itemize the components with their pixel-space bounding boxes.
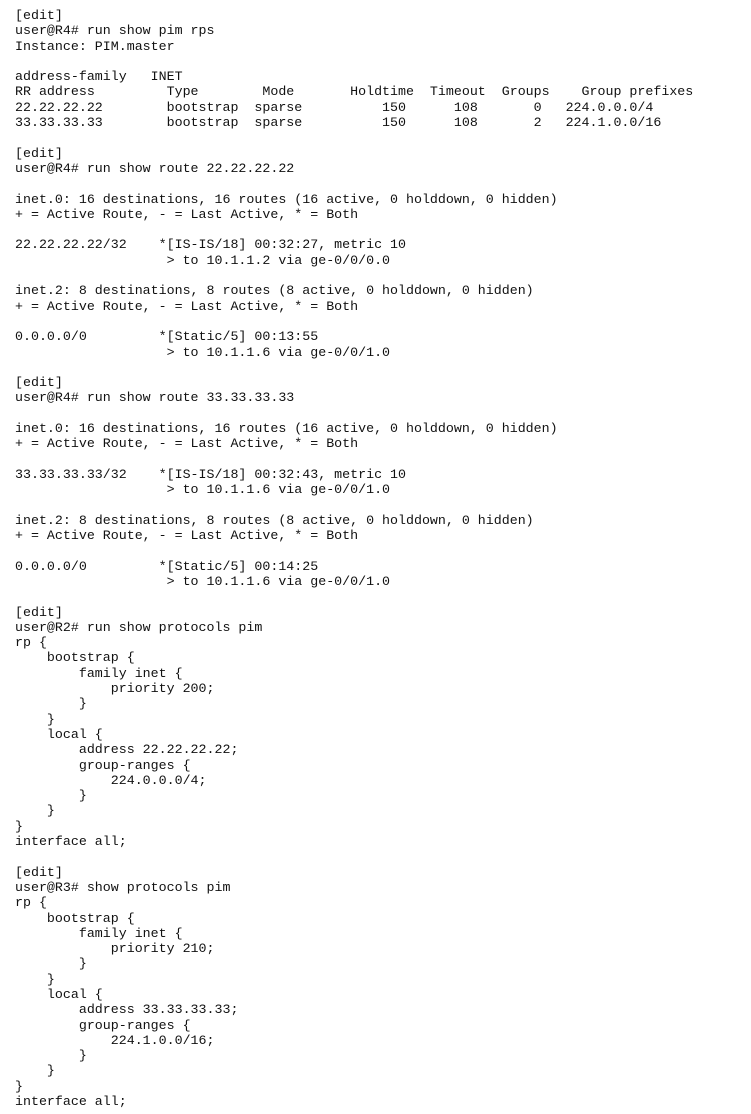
terminal-line: 224.1.0.0/16; (15, 1032, 215, 1048)
terminal-line: priority 210; (15, 941, 215, 957)
terminal-line: [edit] (15, 145, 63, 161)
terminal-line: interface all; (15, 834, 127, 850)
terminal-line: 22.22.22.22 bootstrap sparse 150 108 0 224.0.0.0/4 (15, 99, 654, 115)
terminal-line (15, 849, 747, 864)
terminal-line: group-ranges { (15, 1017, 191, 1033)
terminal-line (15, 54, 747, 69)
terminal-line: > to 10.1.1.6 via ge-0/0/1.0 (15, 344, 391, 360)
terminal-line: } (15, 1048, 87, 1064)
terminal-line: user@R4# run show route 22.22.22.22 (15, 160, 295, 176)
terminal-line: interface all; (15, 1094, 127, 1108)
terminal-line: + = Active Route, - = Last Active, * = Both (15, 206, 359, 222)
terminal-line: 0.0.0.0/0 *[Static/5] 00:14:25 (15, 558, 319, 574)
terminal-line: inet.0: 16 destinations, 16 routes (16 active, 0 holddown, 0 hidden) (15, 421, 558, 437)
terminal-line: rp { (15, 895, 47, 911)
terminal-line: inet.0: 16 destinations, 16 routes (16 active, 0 holddown, 0 hidden) (15, 191, 558, 207)
terminal-line: } (15, 788, 87, 804)
terminal-line: + = Active Route, - = Last Active, * = Both (15, 436, 359, 452)
terminal-line (15, 589, 747, 604)
terminal-line: 33.33.33.33 bootstrap sparse 150 108 2 224.1.0.0/16 (15, 115, 662, 131)
terminal-line (15, 498, 747, 513)
terminal-line: priority 200; (15, 681, 215, 697)
terminal-line: } (15, 956, 87, 972)
terminal-output (15, 8, 747, 1108)
terminal-line: [edit] (15, 864, 63, 880)
terminal-line: bootstrap { (15, 910, 135, 926)
terminal-line: inet.2: 8 destinations, 8 routes (8 active, 0 holddown, 0 hidden) (15, 283, 534, 299)
terminal-line: address 22.22.22.22; (15, 742, 239, 758)
terminal-line: [edit] (15, 375, 63, 391)
terminal-line (15, 406, 747, 421)
terminal-line: > to 10.1.1.6 via ge-0/0/1.0 (15, 573, 391, 589)
terminal-line: [edit] (15, 8, 63, 23)
terminal-line: } (15, 696, 87, 712)
terminal-line: Instance: PIM.master (15, 38, 175, 54)
terminal-line: RR address Type Mode Holdtime Timeout Groups Group prefixes (15, 84, 694, 100)
terminal-line: } (15, 1063, 55, 1079)
terminal-line: user@R4# run show pim rps (15, 23, 215, 39)
terminal-line: user@R2# run show protocols pim (15, 619, 263, 635)
terminal-line (15, 314, 747, 329)
terminal-line: 33.33.33.33/32 *[IS-IS/18] 00:32:43, metric 10 (15, 466, 406, 482)
terminal-line: rp { (15, 635, 47, 651)
terminal-line: 22.22.22.22/32 *[IS-IS/18] 00:32:27, metric 10 (15, 237, 406, 253)
terminal-line: address-family INET (15, 69, 183, 85)
terminal-line: 224.0.0.0/4; (15, 772, 207, 788)
terminal-line: > to 10.1.1.2 via ge-0/0/0.0 (15, 252, 391, 268)
terminal-line: user@R4# run show route 33.33.33.33 (15, 390, 295, 406)
terminal-line: [edit] (15, 604, 63, 620)
terminal-line (15, 176, 747, 191)
terminal-line: local { (15, 726, 103, 742)
terminal-line: } (15, 818, 23, 834)
terminal-line: user@R3# show protocols pim (15, 879, 231, 895)
terminal-line: + = Active Route, - = Last Active, * = Both (15, 298, 359, 314)
terminal-line: group-ranges { (15, 757, 191, 773)
terminal-line: } (15, 803, 55, 819)
terminal-line: address 33.33.33.33; (15, 1002, 239, 1018)
terminal-line: } (15, 971, 55, 987)
terminal-line (15, 452, 747, 467)
terminal-line: local { (15, 987, 103, 1002)
terminal-line (15, 360, 747, 375)
terminal-line (15, 543, 747, 558)
terminal-line: family inet { (15, 665, 183, 681)
terminal-line: } (15, 1078, 23, 1094)
terminal-line: inet.2: 8 destinations, 8 routes (8 active, 0 holddown, 0 hidden) (15, 512, 534, 528)
terminal-line: + = Active Route, - = Last Active, * = Both (15, 528, 359, 544)
terminal-line: } (15, 711, 55, 727)
terminal-line (15, 130, 747, 145)
terminal-line: bootstrap { (15, 650, 135, 666)
terminal-line: family inet { (15, 925, 183, 941)
terminal-line: > to 10.1.1.6 via ge-0/0/1.0 (15, 482, 391, 498)
terminal-line (15, 222, 747, 237)
terminal-line: 0.0.0.0/0 *[Static/5] 00:13:55 (15, 329, 319, 345)
terminal-line (15, 268, 747, 283)
